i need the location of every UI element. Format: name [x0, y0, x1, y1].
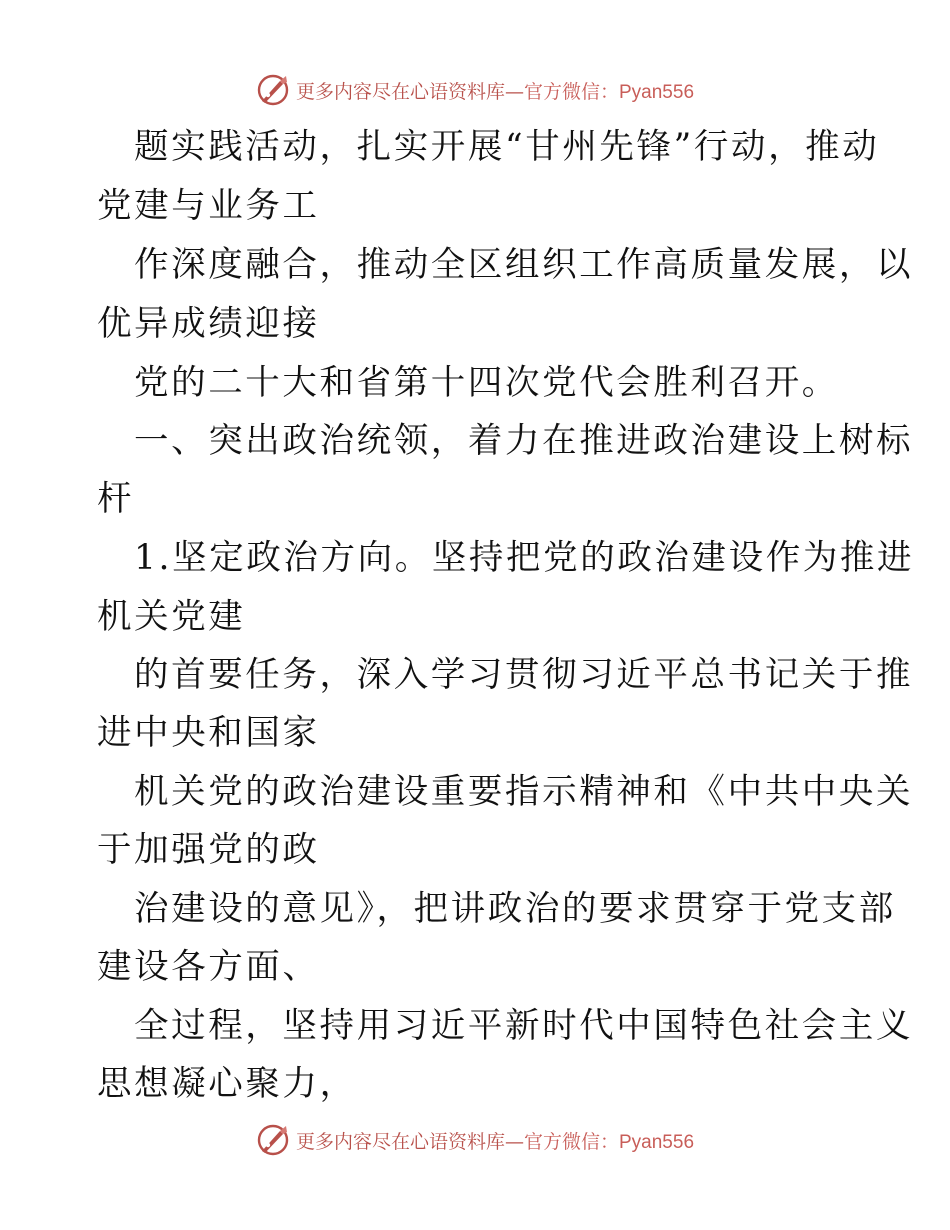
text-line: 全过程，坚持用习近平新时代中国特色社会主义 [134, 1006, 914, 1046]
text-line: 党建与业务工 [97, 186, 320, 226]
text-line: 党的二十大和省第十四次党代会胜利召开。 [134, 363, 839, 403]
text-line: 作深度融合，推动全区组织工作高质量发展，以 [134, 245, 914, 285]
text-line: 机关党建 [97, 597, 246, 637]
text-line: 题实践活动，扎实开展“甘州先锋”行动，推动 [134, 127, 880, 167]
text-line: 治建设的意见》，把讲政治的要求贯穿于党支部 [134, 889, 896, 929]
text-line: 建设各方面、 [97, 947, 320, 987]
text-line: 思想凝心聚力， [97, 1064, 357, 1104]
text-line: 进中央和国家 [97, 713, 320, 753]
watermark-banner-bottom [0, 1120, 950, 1160]
watermark-text: 更多内容尽在心语资料库—官方微信：Pyan556 [295, 1130, 695, 1153]
quill-logo-icon [256, 73, 290, 107]
text-line: 于加强党的政 [97, 830, 320, 870]
watermark-banner-top [0, 70, 950, 110]
text-line: 1.坚定政治方向。坚持把党的政治建设作为推进 [134, 538, 915, 578]
text-line: 机关党的政治建设重要指示精神和《中共中央关 [134, 772, 914, 812]
section-heading: 杆 [97, 479, 135, 519]
quill-logo-icon [256, 1123, 290, 1157]
text-line: 的首要任务，深入学习贯彻习近平总书记关于推 [134, 655, 914, 695]
watermark-text: 更多内容尽在心语资料库—官方微信：Pyan556 [295, 80, 695, 103]
text-line: 优异成绩迎接 [97, 304, 320, 344]
section-heading: 一、突出政治统领，着力在推进政治建设上树标 [134, 421, 914, 461]
